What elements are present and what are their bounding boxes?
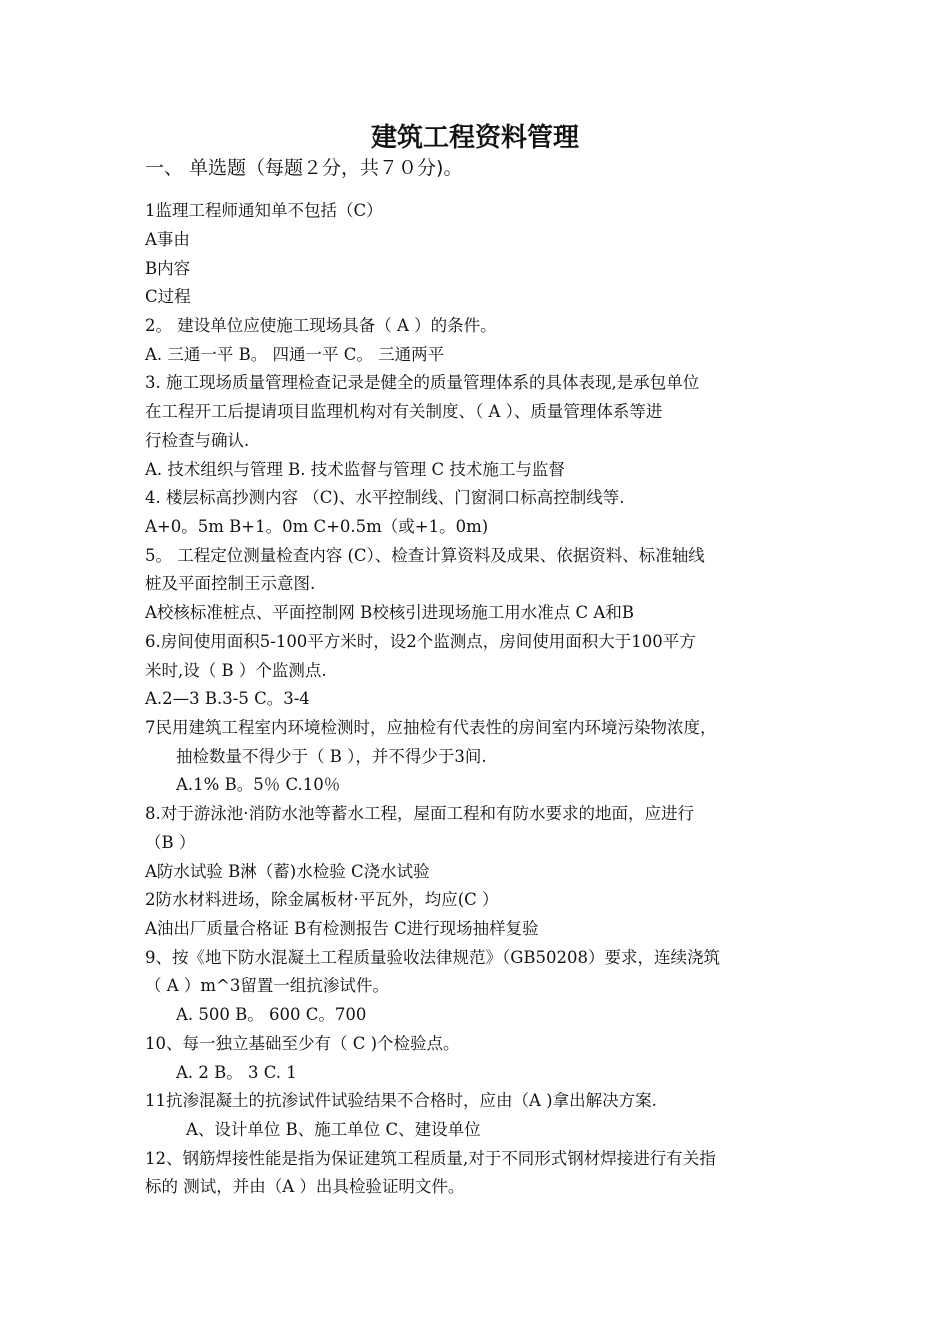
text-line: 6.房间使用面积5-100平方米时，设2个监测点，房间使用面积大于100平方 xyxy=(145,632,696,651)
text-line: 标的 测试，并由（A ）出具检验证明文件。 xyxy=(145,1177,465,1196)
text-line: A校核标准桩点、平面控制网 B校核引进现场施工用水准点 C A和B xyxy=(145,603,634,622)
text-line: A. 技术组织与管理 B. 技术监督与管理 C 技术施工与监督 xyxy=(145,460,565,479)
text-line: 抽检数量不得少于（ B ），并不得少于3间. xyxy=(176,747,487,766)
text-line: 3. 施工现场质量管理检查记录是健全的质量管理体系的具体表现,是承包单位 xyxy=(145,373,700,392)
text-line: 4. 楼层标高抄测内容 （C)、水平控制线、门窗洞口标高控制线等. xyxy=(145,488,625,507)
text-line: （B ） xyxy=(145,833,196,852)
document-title: 建筑工程资料管理 xyxy=(370,123,579,153)
text-line: 11抗渗混凝土的抗渗试件试验结果不合格时，应由（A )拿出解决方案. xyxy=(145,1091,657,1110)
text-line: 8.对于游泳池·消防水池等蓄水工程，屋面工程和有防水要求的地面，应进行 xyxy=(145,804,694,823)
text-line: 9、按《地下防水混凝土工程质量验收法律规范》（GB50208）要求，连续浇筑 xyxy=(145,948,721,967)
text-line: A.2—3 B.3-5 C。3-4 xyxy=(145,689,310,708)
text-line: 2防水材料进场，除金属板材·平瓦外，均应(C ） xyxy=(145,890,499,909)
text-line: A.1% B。5％ C.10％ xyxy=(176,775,341,794)
text-line: 7民用建筑工程室内环境检测时，应抽检有代表性的房间室内环境污染物浓度， xyxy=(145,718,717,737)
text-line: 1监理工程师通知单不包括（C） xyxy=(145,201,383,220)
text-line: 米时,设（ B ）个监测点. xyxy=(145,661,327,680)
text-line: 2。 建设单位应使施工现场具备（ A ）的条件。 xyxy=(145,316,497,335)
text-line: C过程 xyxy=(145,287,191,306)
text-line: 12、钢筋焊接性能是指为保证建筑工程质量,对于不同形式钢材焊接进行有关指 xyxy=(145,1149,716,1168)
text-line: A. 500 B。 600 C。700 xyxy=(176,1005,367,1024)
text-line: B内容 xyxy=(145,259,191,278)
text-line: A油出厂质量合格证 B有检测报告 C进行现场抽样复验 xyxy=(145,919,539,938)
text-line: A防水试验 B淋（蓄)水检验 C浇水试验 xyxy=(145,862,430,881)
text-line: A、设计单位 B、施工单位 C、建设单位 xyxy=(186,1120,481,1139)
text-line: A+0。5m B+1。0m C+0.5m（或+1。0m) xyxy=(145,517,489,536)
text-line: 在工程开工后提请项目监理机构对有关制度、（ A ）、质量管理体系等进 xyxy=(145,402,663,421)
section-heading: 一、 单选题（每题２分，共７０分)。 xyxy=(145,157,463,179)
text-line: 5。 工程定位测量检查内容 (C）、检查计算资料及成果、依据资料、标准轴线 xyxy=(145,546,705,565)
text-line: 桩及平面控制王示意图. xyxy=(145,574,316,593)
text-line: 行检查与确认. xyxy=(145,431,250,450)
text-line: A. 2 B。 3 C. 1 xyxy=(176,1063,297,1082)
text-line: A事由 xyxy=(145,230,190,249)
text-line: （ A ）m^3留置一组抗渗试件。 xyxy=(145,976,389,995)
text-line: A. 三通一平 B。 四通一平 C。 三通两平 xyxy=(145,345,445,364)
text-line: 10、每一独立基础至少有（ C )个检验点。 xyxy=(145,1034,460,1053)
